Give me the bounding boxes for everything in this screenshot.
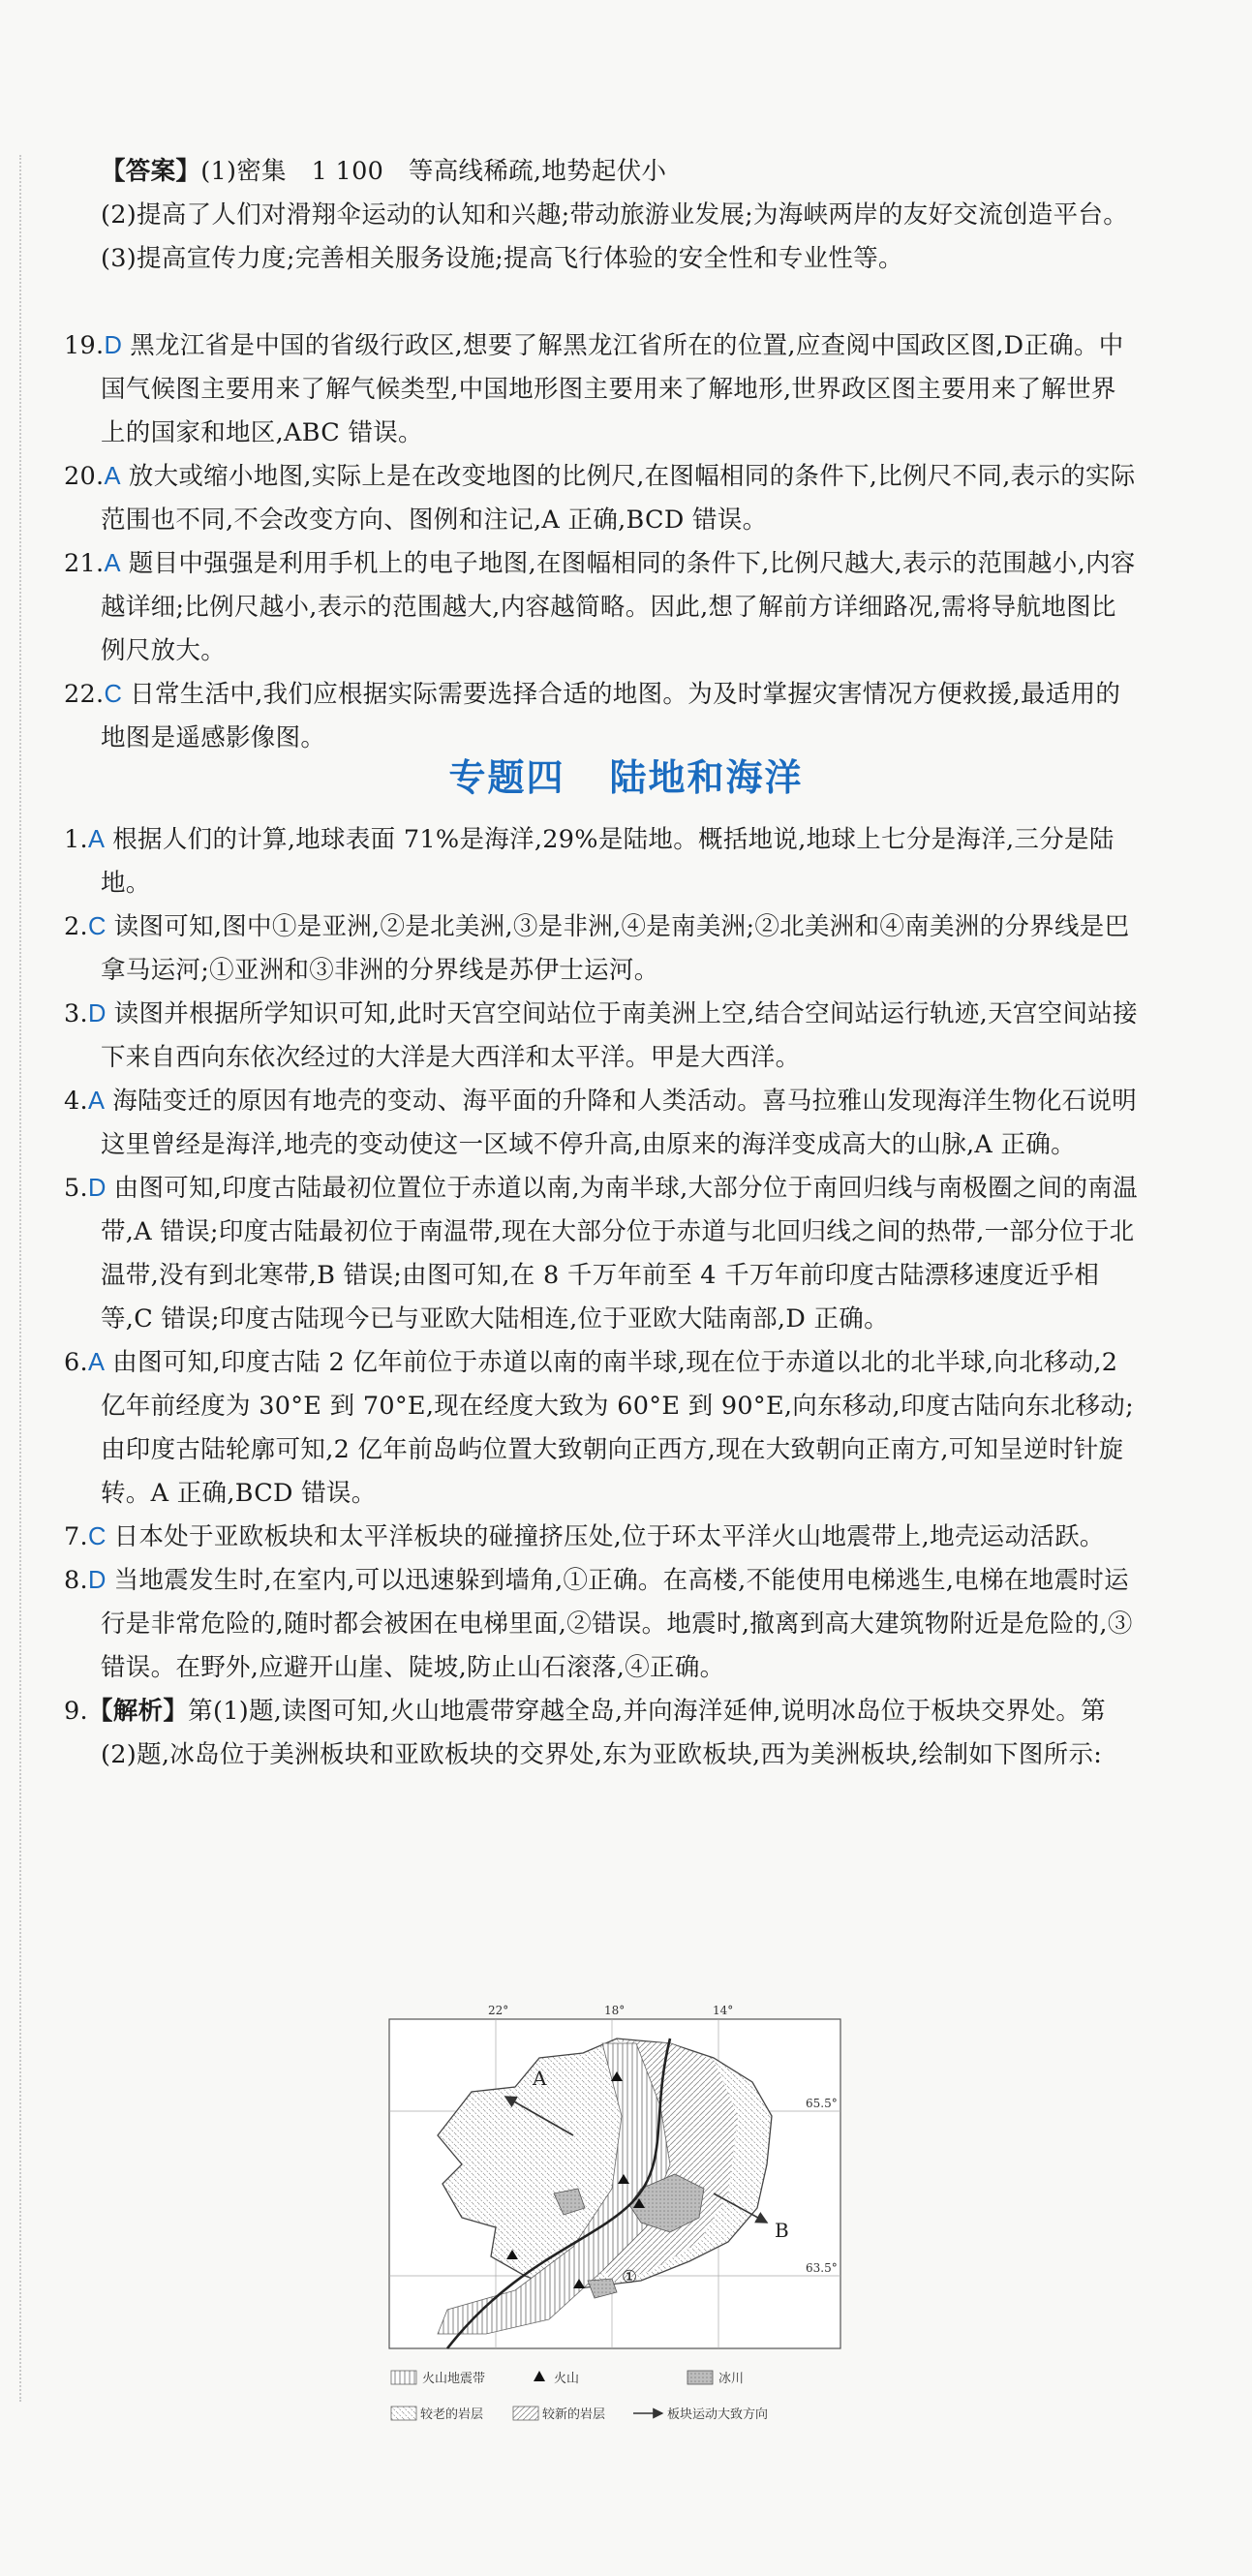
- legend-swatch-volcanic: [391, 2371, 416, 2384]
- question-text: 根据人们的计算,地球表面 71%是海洋,29%是陆地。概括地说,地球上七分是海洋,三分是陆地。: [101, 825, 1115, 898]
- questions-bottom: [64, 818, 1139, 1777]
- question-text: 第(1)题,读图可知,火山地震带穿越全岛,并向海洋延伸,说明冰岛位于板块交界处。第(2)题,冰岛位于美洲板块和亚欧板块的交界处,东为亚欧板块,西为美洲板块,绘制如下图所示:: [101, 1697, 1106, 1769]
- question-text: 读图并根据所学知识可知,此时天宫空间站位于南美洲上空,结合空间站运行轨迹,天宫空间站接下来自西向东依次经过的大洋是大西洋和太平洋。甲是大西洋。: [101, 999, 1138, 1072]
- answer-letter: A: [87, 1088, 106, 1115]
- lon-label-14: 14°: [713, 2004, 734, 2017]
- question-text: 由图可知,印度古陆最初位置位于赤道以南,为南半球,大部分位于南回归线与南极圈之间的南温带,A 错误;印度古陆最初位于南温带,现在大部分位于赤道与北回归线之间的热带,一部分位于北温带,没有到北寒带,B 错误;由图可知,在 8 千万年前至 4 千万年前印度古陆漂移速度近乎相等,C 错误;印度古陆现今已与亚欧大陆相连,位于亚欧大陆南部,D 正确。: [101, 1174, 1138, 1334]
- question-number: 9.: [64, 1697, 88, 1726]
- question-7: [64, 1516, 1139, 1559]
- question-3: [64, 993, 1139, 1080]
- answer-letter: A: [87, 1349, 106, 1376]
- answer-letter: C: [87, 913, 107, 940]
- question-number: 4.: [64, 1087, 88, 1116]
- answer-letter: A: [104, 463, 121, 490]
- question-number: 7.: [64, 1522, 88, 1551]
- question-5: [64, 1167, 1139, 1341]
- question-number: 1.: [64, 825, 88, 854]
- answer-tag: 【答案】: [101, 157, 201, 186]
- question-text: 黑龙江省是中国的省级行政区,想要了解黑龙江省所在的位置,应查阅中国政区图,D正确。中国气候图主要用来了解气候类型,中国地形图主要用来了解地形,世界政区图主要用来了解世界上的国家和地区,ABC 错误。: [101, 331, 1124, 447]
- legend-swatch-older: [391, 2407, 416, 2420]
- answer-letter: D: [104, 332, 123, 359]
- question-20: [64, 455, 1139, 542]
- legend-glacier: 冰川: [718, 2372, 745, 2386]
- answer-letter: D: [87, 1000, 107, 1027]
- question-text: 读图可知,图中①是亚洲,②是北美洲,③是非洲,④是南美洲;②北美洲和④南美洲的分界线是巴拿马运河;①亚洲和③非洲的分界线是苏伊士运河。: [101, 912, 1130, 985]
- answer-text-1: (1)密集 1 100 等高线稀疏,地势起伏小: [200, 157, 667, 186]
- legend-volcano-icon: [534, 2371, 545, 2381]
- legend-volcanic-belt: 火山地震带: [422, 2372, 486, 2386]
- question-4: [64, 1080, 1139, 1167]
- legend-swatch-glacier: [687, 2371, 713, 2384]
- point-label-1: ①: [622, 2267, 638, 2287]
- question-1: [64, 818, 1139, 905]
- margin-dotted-line: [19, 155, 21, 2402]
- question-number: 2.: [64, 912, 88, 941]
- question-number: 6.: [64, 1348, 88, 1377]
- iceland-plate-map: [380, 2000, 850, 2455]
- answer-line-3: (3)提高宣传力度;完善相关服务设施;提高飞行体验的安全性和专业性等。: [101, 244, 903, 273]
- questions-top: [64, 324, 1139, 760]
- question-2: [64, 905, 1139, 993]
- question-9: [64, 1690, 1139, 1777]
- question-number: 8.: [64, 1566, 88, 1595]
- question-text: 放大或缩小地图,实际上是在改变地图的比例尺,在图幅相同的条件下,比例尺不同,表示的实际范围也不同,不会改变方向、图例和注记,A 正确,BCD 错误。: [101, 462, 1136, 535]
- question-text: 当地震发生时,在室内,可以迅速躲到墙角,①正确。在高楼,不能使用电梯逃生,电梯在地震时运行是非常危险的,随时都会被困在电梯里面,②错误。地震时,撤离到高大建筑物附近是危险的,③错误。在野外,应避开山崖、陡坡,防止山石滚落,④正确。: [101, 1566, 1133, 1682]
- legend-plate-motion: 板块运动大致方向: [667, 2407, 769, 2422]
- question-21: [64, 542, 1139, 673]
- answer-letter: A: [87, 826, 106, 853]
- question-text: 由图可知,印度古陆 2 亿年前位于赤道以南的南半球,现在位于赤道以北的北半球,向北移动,2 亿年前经度为 30°E 到 70°E,现在经度大致为 60°E 到 90°E,向东移动,印度古陆向东北移动;由印度古陆轮廓可知,2 亿年前岛屿位置大致朝向正西方,现在大致朝向正南方,可知呈逆时针旋转。A 正确,BCD 错误。: [101, 1348, 1134, 1508]
- question-text: 日常生活中,我们应根据实际需要选择合适的地图。为及时掌握灾害情况方便救援,最适用的地图是遥感影像图。: [101, 680, 1121, 752]
- legend-volcano: 火山: [554, 2372, 580, 2386]
- point-label-a: A: [533, 2067, 547, 2090]
- legend-swatch-newer: [513, 2407, 538, 2420]
- question-number: 5.: [64, 1174, 88, 1203]
- lat-label-65: 65.5°: [806, 2097, 838, 2110]
- answer-letter: A: [104, 550, 121, 577]
- lon-label-22: 22°: [488, 2004, 509, 2017]
- question-6: [64, 1341, 1139, 1516]
- point-label-b: B: [775, 2219, 789, 2242]
- question-8: [64, 1559, 1139, 1690]
- question-number: 22.: [64, 680, 105, 709]
- section-title-part2: 陆地和海洋: [609, 756, 804, 799]
- lon-label-18: 18°: [604, 2004, 626, 2017]
- answer-line-1: [64, 150, 1139, 194]
- answer-letter: C: [87, 1523, 107, 1550]
- map-legend: [391, 2371, 768, 2422]
- question-text: 题目中强强是利用手机上的电子地图,在图幅相同的条件下,比例尺越大,表示的范围越小,内容越详细;比例尺越小,表示的范围越大,内容越简略。因此,想了解前方详细路况,需将导航地图比例尺放大。: [101, 549, 1136, 665]
- question-number: 20.: [64, 462, 105, 491]
- answer-letter: D: [87, 1567, 107, 1594]
- question-text: 海陆变迁的原因有地壳的变动、海平面的升降和人类活动。喜马拉雅山发现海洋生物化石说明这里曾经是海洋,地壳的变动使这一区域不停升高,由原来的海洋变成高大的山脉,A 正确。: [101, 1087, 1138, 1159]
- question-text: 日本处于亚欧板块和太平洋板块的碰撞挤压处,位于环太平洋火山地震带上,地壳运动活跃。: [113, 1522, 1105, 1551]
- analysis-tag: 【解析】: [87, 1697, 189, 1726]
- answer-line-2: (2)提高了人们对滑翔伞运动的认知和兴趣;带动旅游业发展;为海峡两岸的友好交流创造平台。: [101, 200, 1129, 230]
- question-number: 21.: [64, 549, 105, 578]
- answer-letter: D: [87, 1175, 107, 1202]
- question-number: 19.: [64, 331, 105, 360]
- question-number: 3.: [64, 999, 88, 1028]
- section-title-part1: 专题四: [448, 756, 565, 799]
- answer-block: [64, 150, 1139, 281]
- section-title: [0, 749, 1252, 807]
- legend-newer-rock: 较新的岩层: [542, 2407, 606, 2422]
- lat-label-63: 63.5°: [806, 2261, 838, 2275]
- legend-older-rock: 较老的岩层: [420, 2407, 484, 2422]
- answer-letter: C: [104, 681, 123, 708]
- question-19: [64, 324, 1139, 455]
- question-22: [64, 673, 1139, 760]
